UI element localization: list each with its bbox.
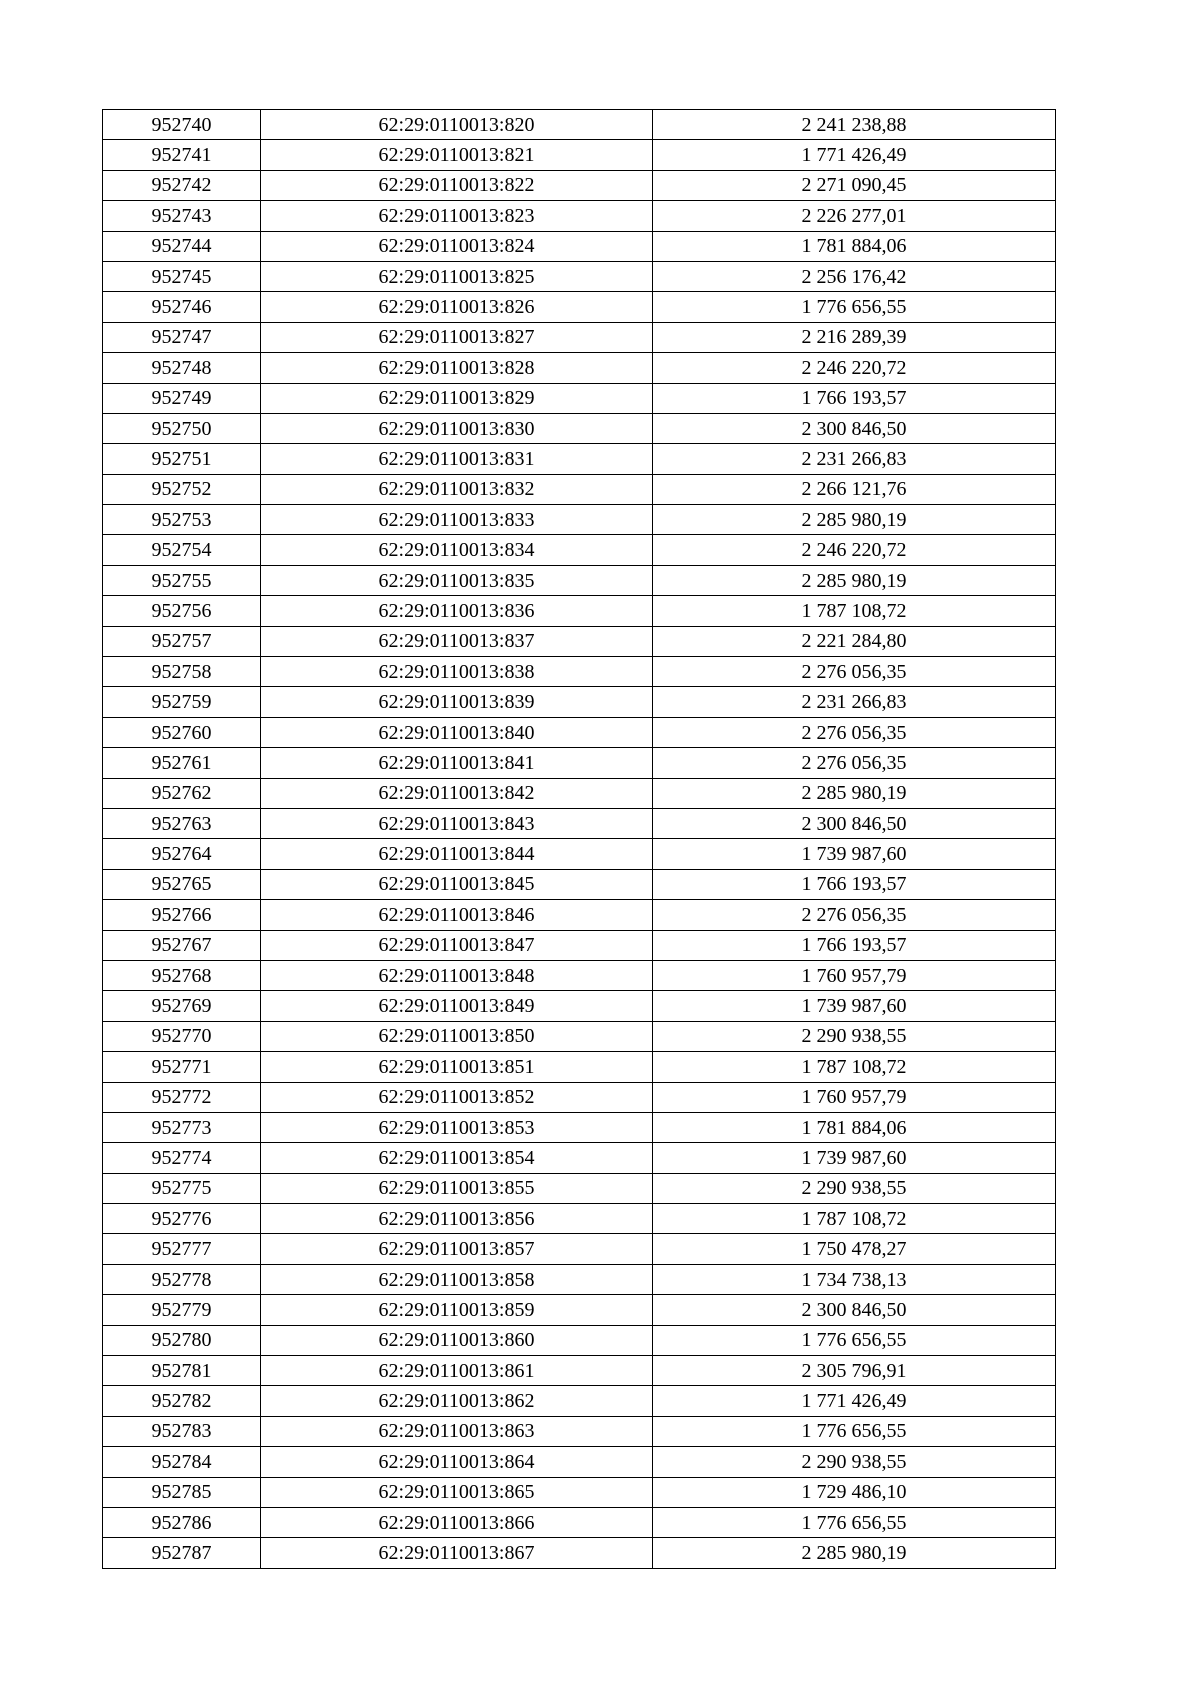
table-row [103, 140, 1056, 170]
cadastral-value-cell: 1 734 738,13 [653, 1264, 1056, 1294]
row-number-cell: 952781 [103, 1356, 261, 1386]
row-number-cell: 952743 [103, 201, 261, 231]
row-number-cell: 952773 [103, 1112, 261, 1142]
cadastral-number-cell: 62:29:0110013:849 [261, 991, 653, 1021]
cadastral-number-cell: 62:29:0110013:835 [261, 565, 653, 595]
cadastral-value-cell: 2 276 056,35 [653, 748, 1056, 778]
cadastral-value-cell: 2 231 266,83 [653, 687, 1056, 717]
cadastral-number-cell: 62:29:0110013:853 [261, 1112, 653, 1142]
cadastral-number-cell: 62:29:0110013:847 [261, 930, 653, 960]
cadastral-value-cell: 1 771 426,49 [653, 140, 1056, 170]
row-number-cell: 952785 [103, 1477, 261, 1507]
table-row [103, 1325, 1056, 1355]
cadastral-number-cell: 62:29:0110013:833 [261, 505, 653, 535]
cadastral-number-cell: 62:29:0110013:844 [261, 839, 653, 869]
table-row [103, 201, 1056, 231]
table-row [103, 474, 1056, 504]
cadastral-value-cell: 1 739 987,60 [653, 991, 1056, 1021]
cadastral-value-cell: 2 256 176,42 [653, 261, 1056, 291]
cadastral-number-cell: 62:29:0110013:861 [261, 1356, 653, 1386]
table-row [103, 170, 1056, 200]
row-number-cell: 952772 [103, 1082, 261, 1112]
cadastral-number-cell: 62:29:0110013:824 [261, 231, 653, 261]
cadastral-number-cell: 62:29:0110013:852 [261, 1082, 653, 1112]
row-number-cell: 952744 [103, 231, 261, 261]
cadastral-number-cell: 62:29:0110013:842 [261, 778, 653, 808]
cadastral-number-cell: 62:29:0110013:840 [261, 717, 653, 747]
cadastral-number-cell: 62:29:0110013:862 [261, 1386, 653, 1416]
cadastral-value-cell: 2 221 284,80 [653, 626, 1056, 656]
cadastral-value-cell: 2 271 090,45 [653, 170, 1056, 200]
cadastral-number-cell: 62:29:0110013:821 [261, 140, 653, 170]
row-number-cell: 952787 [103, 1538, 261, 1568]
table-row [103, 748, 1056, 778]
row-number-cell: 952769 [103, 991, 261, 1021]
row-number-cell: 952742 [103, 170, 261, 200]
cadastral-number-cell: 62:29:0110013:846 [261, 900, 653, 930]
cadastral-value-cell: 1 776 656,55 [653, 1325, 1056, 1355]
table-row [103, 1356, 1056, 1386]
cadastral-number-cell: 62:29:0110013:860 [261, 1325, 653, 1355]
cadastral-value-cell: 2 300 846,50 [653, 1295, 1056, 1325]
table-row [103, 1538, 1056, 1568]
row-number-cell: 952748 [103, 353, 261, 383]
table-row [103, 596, 1056, 626]
row-number-cell: 952747 [103, 322, 261, 352]
cadastral-number-cell: 62:29:0110013:827 [261, 322, 653, 352]
table-row [103, 1204, 1056, 1234]
cadastral-number-cell: 62:29:0110013:848 [261, 960, 653, 990]
cadastral-number-cell: 62:29:0110013:834 [261, 535, 653, 565]
cadastral-value-table [102, 109, 1056, 1569]
row-number-cell: 952759 [103, 687, 261, 717]
table-row [103, 565, 1056, 595]
table-row [103, 1021, 1056, 1051]
cadastral-value-cell: 2 276 056,35 [653, 717, 1056, 747]
cadastral-value-cell: 1 787 108,72 [653, 596, 1056, 626]
cadastral-value-cell: 1 776 656,55 [653, 1416, 1056, 1446]
table-row [103, 1264, 1056, 1294]
row-number-cell: 952746 [103, 292, 261, 322]
cadastral-number-cell: 62:29:0110013:867 [261, 1538, 653, 1568]
table-row [103, 1386, 1056, 1416]
row-number-cell: 952765 [103, 869, 261, 899]
row-number-cell: 952771 [103, 1052, 261, 1082]
cadastral-number-cell: 62:29:0110013:839 [261, 687, 653, 717]
cadastral-value-cell: 1 776 656,55 [653, 292, 1056, 322]
table-row [103, 261, 1056, 291]
row-number-cell: 952784 [103, 1447, 261, 1477]
cadastral-number-cell: 62:29:0110013:855 [261, 1173, 653, 1203]
table-row [103, 717, 1056, 747]
table-row [103, 1447, 1056, 1477]
table-body [103, 110, 1056, 1569]
row-number-cell: 952755 [103, 565, 261, 595]
row-number-cell: 952786 [103, 1507, 261, 1537]
cadastral-number-cell: 62:29:0110013:838 [261, 657, 653, 687]
row-number-cell: 952782 [103, 1386, 261, 1416]
row-number-cell: 952777 [103, 1234, 261, 1264]
table-row [103, 960, 1056, 990]
cadastral-value-cell: 2 290 938,55 [653, 1021, 1056, 1051]
cadastral-number-cell: 62:29:0110013:859 [261, 1295, 653, 1325]
cadastral-number-cell: 62:29:0110013:822 [261, 170, 653, 200]
table-row [103, 1477, 1056, 1507]
row-number-cell: 952763 [103, 808, 261, 838]
cadastral-number-cell: 62:29:0110013:830 [261, 413, 653, 443]
row-number-cell: 952768 [103, 960, 261, 990]
cadastral-value-cell: 1 766 193,57 [653, 383, 1056, 413]
row-number-cell: 952760 [103, 717, 261, 747]
cadastral-value-cell: 1 766 193,57 [653, 930, 1056, 960]
row-number-cell: 952775 [103, 1173, 261, 1203]
table-row [103, 444, 1056, 474]
cadastral-value-cell: 2 285 980,19 [653, 778, 1056, 808]
table-row [103, 1507, 1056, 1537]
cadastral-value-cell: 1 729 486,10 [653, 1477, 1056, 1507]
table-row [103, 292, 1056, 322]
row-number-cell: 952750 [103, 413, 261, 443]
cadastral-value-cell: 1 781 884,06 [653, 231, 1056, 261]
cadastral-value-cell: 2 276 056,35 [653, 657, 1056, 687]
cadastral-number-cell: 62:29:0110013:865 [261, 1477, 653, 1507]
table-row [103, 322, 1056, 352]
cadastral-number-cell: 62:29:0110013:820 [261, 110, 653, 140]
table-row [103, 231, 1056, 261]
cadastral-number-cell: 62:29:0110013:864 [261, 1447, 653, 1477]
table-row [103, 626, 1056, 656]
cadastral-number-cell: 62:29:0110013:858 [261, 1264, 653, 1294]
table-row [103, 808, 1056, 838]
row-number-cell: 952757 [103, 626, 261, 656]
cadastral-value-cell: 1 760 957,79 [653, 960, 1056, 990]
row-number-cell: 952756 [103, 596, 261, 626]
cadastral-number-cell: 62:29:0110013:829 [261, 383, 653, 413]
cadastral-number-cell: 62:29:0110013:866 [261, 1507, 653, 1537]
row-number-cell: 952764 [103, 839, 261, 869]
cadastral-number-cell: 62:29:0110013:837 [261, 626, 653, 656]
cadastral-value-cell: 2 241 238,88 [653, 110, 1056, 140]
row-number-cell: 952740 [103, 110, 261, 140]
table-row [103, 535, 1056, 565]
cadastral-value-cell: 1 787 108,72 [653, 1052, 1056, 1082]
table-row [103, 1143, 1056, 1173]
cadastral-value-cell: 2 216 289,39 [653, 322, 1056, 352]
cadastral-number-cell: 62:29:0110013:823 [261, 201, 653, 231]
cadastral-value-cell: 1 750 478,27 [653, 1234, 1056, 1264]
cadastral-number-cell: 62:29:0110013:831 [261, 444, 653, 474]
cadastral-value-cell: 2 290 938,55 [653, 1447, 1056, 1477]
row-number-cell: 952778 [103, 1264, 261, 1294]
row-number-cell: 952762 [103, 778, 261, 808]
cadastral-value-cell: 2 266 121,76 [653, 474, 1056, 504]
cadastral-number-cell: 62:29:0110013:845 [261, 869, 653, 899]
row-number-cell: 952770 [103, 1021, 261, 1051]
cadastral-value-cell: 1 760 957,79 [653, 1082, 1056, 1112]
table-row [103, 1173, 1056, 1203]
cadastral-value-cell: 1 787 108,72 [653, 1204, 1056, 1234]
table-row [103, 1112, 1056, 1142]
row-number-cell: 952779 [103, 1295, 261, 1325]
cadastral-number-cell: 62:29:0110013:854 [261, 1143, 653, 1173]
cadastral-value-cell: 1 739 987,60 [653, 1143, 1056, 1173]
cadastral-number-cell: 62:29:0110013:828 [261, 353, 653, 383]
cadastral-number-cell: 62:29:0110013:857 [261, 1234, 653, 1264]
cadastral-value-cell: 2 226 277,01 [653, 201, 1056, 231]
table-row [103, 687, 1056, 717]
cadastral-value-cell: 2 246 220,72 [653, 535, 1056, 565]
cadastral-number-cell: 62:29:0110013:843 [261, 808, 653, 838]
cadastral-number-cell: 62:29:0110013:851 [261, 1052, 653, 1082]
table-row [103, 353, 1056, 383]
cadastral-value-cell: 2 285 980,19 [653, 505, 1056, 535]
table-row [103, 869, 1056, 899]
cadastral-value-cell: 2 231 266,83 [653, 444, 1056, 474]
table-row [103, 1416, 1056, 1446]
cadastral-value-cell: 2 276 056,35 [653, 900, 1056, 930]
row-number-cell: 952753 [103, 505, 261, 535]
row-number-cell: 952767 [103, 930, 261, 960]
row-number-cell: 952754 [103, 535, 261, 565]
row-number-cell: 952741 [103, 140, 261, 170]
table-row [103, 778, 1056, 808]
cadastral-number-cell: 62:29:0110013:841 [261, 748, 653, 778]
table-row [103, 1295, 1056, 1325]
row-number-cell: 952766 [103, 900, 261, 930]
table-row [103, 110, 1056, 140]
row-number-cell: 952749 [103, 383, 261, 413]
cadastral-value-cell: 2 246 220,72 [653, 353, 1056, 383]
row-number-cell: 952783 [103, 1416, 261, 1446]
table-row [103, 413, 1056, 443]
table-row [103, 1082, 1056, 1112]
cadastral-value-cell: 2 285 980,19 [653, 565, 1056, 595]
table-row [103, 1234, 1056, 1264]
cadastral-value-cell: 2 290 938,55 [653, 1173, 1056, 1203]
cadastral-value-cell: 2 300 846,50 [653, 413, 1056, 443]
table-row [103, 383, 1056, 413]
cadastral-number-cell: 62:29:0110013:832 [261, 474, 653, 504]
table-row [103, 930, 1056, 960]
cadastral-number-cell: 62:29:0110013:826 [261, 292, 653, 322]
table-row [103, 839, 1056, 869]
table-row [103, 657, 1056, 687]
cadastral-value-cell: 2 285 980,19 [653, 1538, 1056, 1568]
cadastral-number-cell: 62:29:0110013:863 [261, 1416, 653, 1446]
row-number-cell: 952745 [103, 261, 261, 291]
row-number-cell: 952776 [103, 1204, 261, 1234]
table-row [103, 505, 1056, 535]
table-row [103, 900, 1056, 930]
cadastral-value-cell: 1 771 426,49 [653, 1386, 1056, 1416]
cadastral-number-cell: 62:29:0110013:836 [261, 596, 653, 626]
table-row [103, 991, 1056, 1021]
cadastral-value-cell: 1 766 193,57 [653, 869, 1056, 899]
row-number-cell: 952752 [103, 474, 261, 504]
cadastral-value-cell: 1 739 987,60 [653, 839, 1056, 869]
table-row [103, 1052, 1056, 1082]
cadastral-number-cell: 62:29:0110013:856 [261, 1204, 653, 1234]
cadastral-number-cell: 62:29:0110013:825 [261, 261, 653, 291]
cadastral-value-cell: 2 300 846,50 [653, 808, 1056, 838]
row-number-cell: 952780 [103, 1325, 261, 1355]
cadastral-value-cell: 1 781 884,06 [653, 1112, 1056, 1142]
row-number-cell: 952751 [103, 444, 261, 474]
cadastral-number-cell: 62:29:0110013:850 [261, 1021, 653, 1051]
cadastral-value-cell: 1 776 656,55 [653, 1507, 1056, 1537]
row-number-cell: 952761 [103, 748, 261, 778]
cadastral-value-cell: 2 305 796,91 [653, 1356, 1056, 1386]
row-number-cell: 952758 [103, 657, 261, 687]
row-number-cell: 952774 [103, 1143, 261, 1173]
